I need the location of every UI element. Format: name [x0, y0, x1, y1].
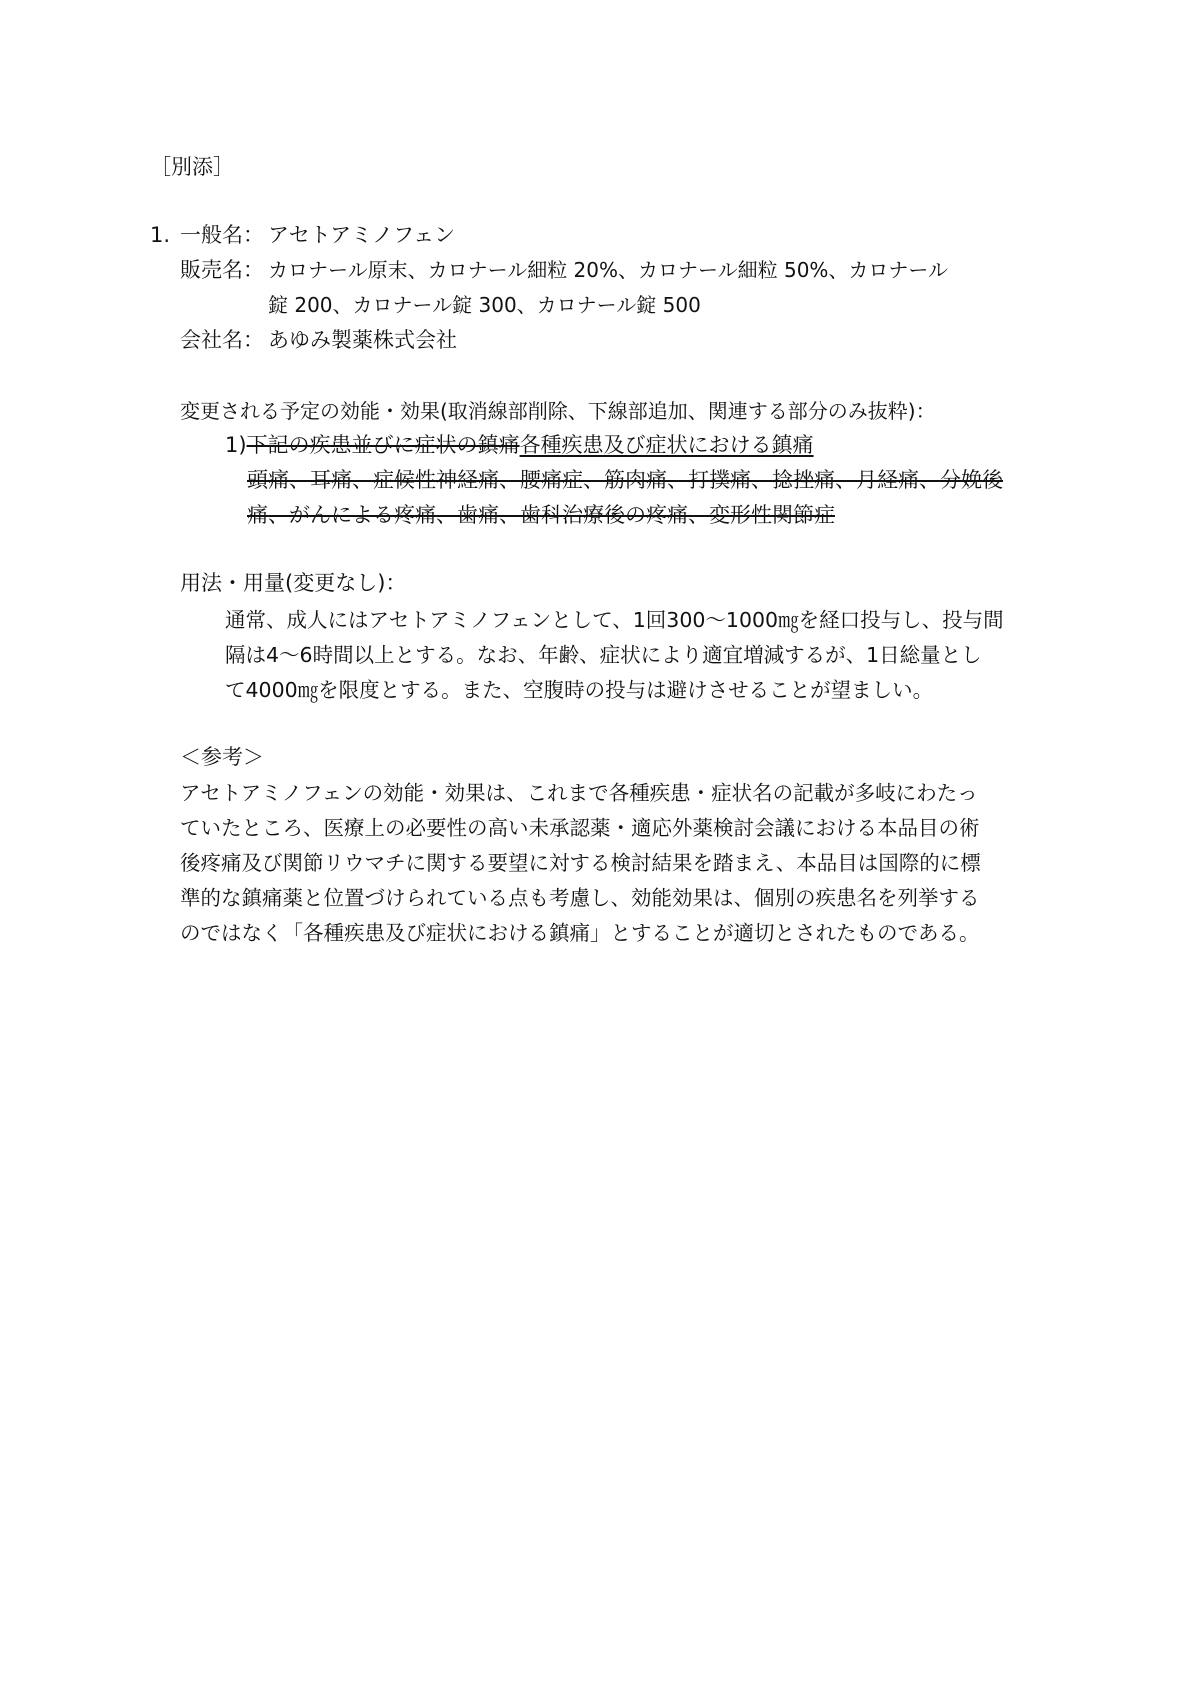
indications-item-number: 1) [225, 433, 247, 457]
reference-line-1: アセトアミノフェンの効能・効果は、これまで各種疾患・症状名の記載が多岐にわたっ [180, 781, 978, 805]
attachment-label: ［別添］ [150, 155, 234, 179]
reference-heading: ＜参考＞ [180, 745, 264, 769]
reference-line-3: 後疼痛及び関節リウマチに関する要望に対する検討結果を踏まえ、本品目は国際的に標 [180, 851, 981, 875]
deleted-line-2: 頭痛、耳痛、症候性神経痛、腰痛症、筋肉痛、打撲痛、捻挫痛、月経痛、分娩後 [247, 468, 1003, 492]
reference-line-4: 準的な鎮痛薬と位置づけられている点も考慮し、効能効果は、個別の疾患名を列挙する [180, 886, 980, 910]
generic-name-label: 一般名： [180, 223, 264, 247]
brand-name-value-line1: カロナール原末、カロナール細粒 20%、カロナール細粒 50%、カロナール [268, 258, 949, 282]
dosage-line-2: 隔は4～6時間以上とする。なお、年齢、症状により適宜増減するが、1日総量とし [225, 643, 982, 667]
dosage-line-1: 通常、成人にはアセトアミノフェンとして、1回300～1000㎎を経口投与し、投与間 [225, 608, 1004, 632]
reference-line-5: のではなく「各種疾患及び症状における鎮痛」とすることが適切とされたものである。 [180, 921, 980, 945]
dosage-line-3: て4000㎎を限度とする。また、空腹時の投与は避けさせることが望ましい。 [225, 678, 934, 702]
generic-name-value: アセトアミノフェン [268, 223, 456, 247]
company-name-label: 会社名： [180, 328, 264, 352]
indications-heading: 変更される予定の効能・効果(取消線部削除、下線部追加、関連する部分のみ抜粋)： [180, 399, 936, 423]
indications-item [225, 432, 814, 458]
deleted-line-3: 痛、がんによる疼痛、歯痛、歯科治療後の疼痛、変形性関節症 [247, 503, 835, 527]
dosage-heading: 用法・用量(変更なし)： [180, 571, 407, 595]
company-name-value: あゆみ製薬株式会社 [268, 328, 457, 352]
brand-name-label: 販売名： [180, 258, 264, 282]
added-text: 各種疾患及び症状における鎮痛 [519, 433, 814, 457]
item-number: 1. [150, 223, 171, 247]
brand-name-value-line2: 錠 200、カロナール錠 300、カロナール錠 500 [268, 293, 701, 317]
reference-line-2: ていたところ、医療上の必要性の高い未承認薬・適応外薬検討会議における本品目の術 [180, 816, 980, 840]
deleted-text: 下記の疾患並びに症状の鎮痛 [246, 433, 520, 457]
